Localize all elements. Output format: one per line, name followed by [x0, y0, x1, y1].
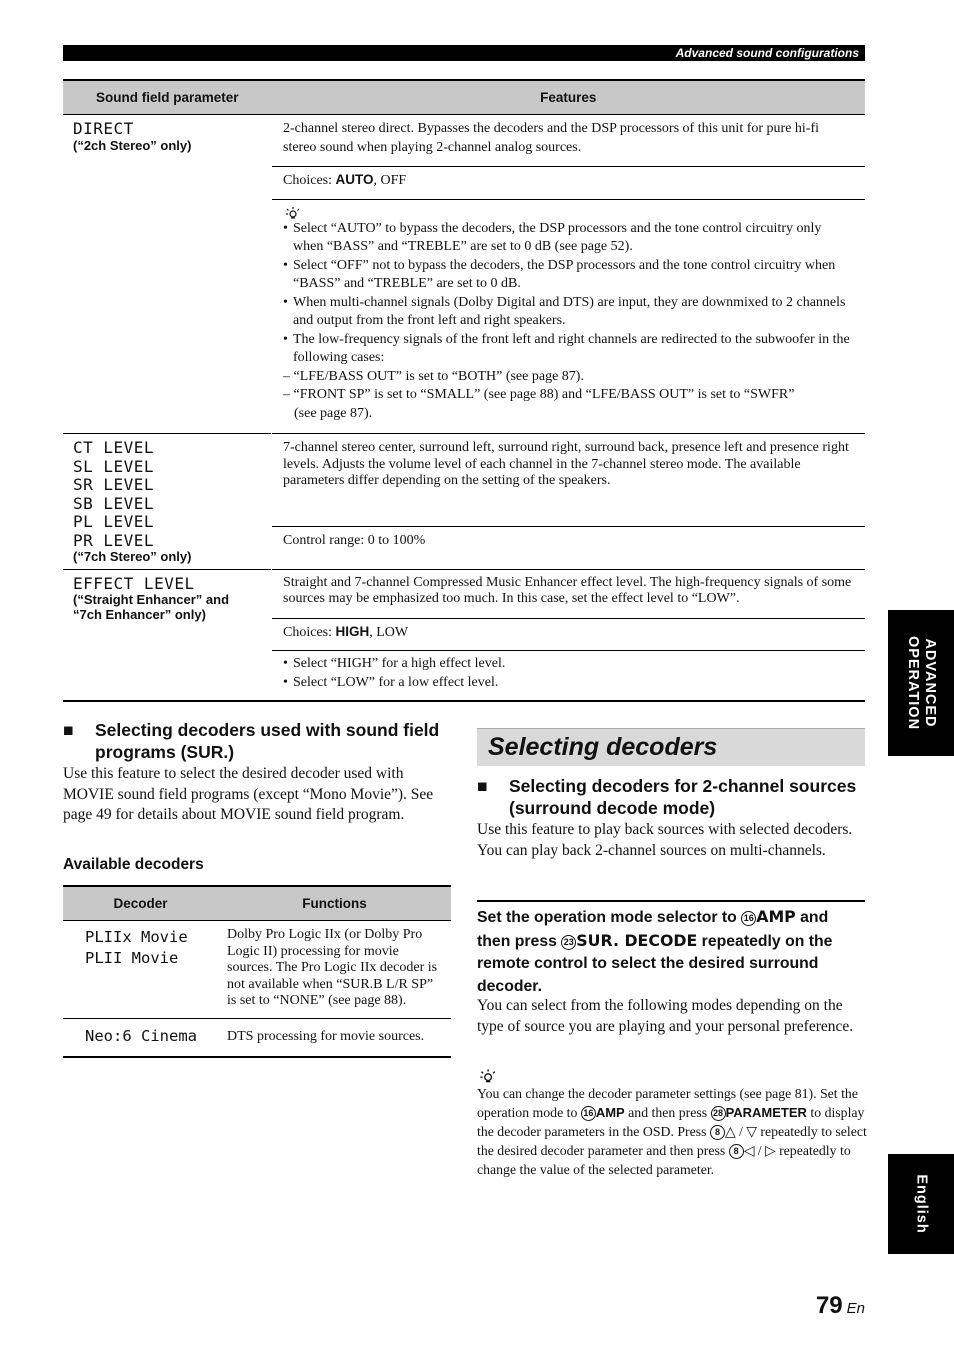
choice-default: HIGH	[335, 623, 370, 639]
decoder-names	[63, 921, 218, 1019]
decoder-table	[63, 885, 451, 1058]
decoder-name: PLIIx Movie	[85, 928, 188, 946]
list-item: • Select “HIGH” for a high effect level.	[293, 655, 855, 674]
list-item: • Select “AUTO” to bypass the decoders, the DSP processors and the tone control circuitry only when “BASS” and “TREBLE” are set to 0 dB (see page 52).	[293, 220, 855, 257]
col-header-features: Features	[272, 80, 866, 115]
available-decoders-heading: Available decoders	[63, 856, 204, 873]
tip-icon	[283, 205, 855, 220]
callout-number-icon: 16	[741, 911, 756, 926]
col-header-decoder: Decoder	[63, 886, 218, 921]
heading-text: Selecting decoders used with sound field programs (SUR.)	[95, 720, 440, 762]
callout-number-icon: 16	[581, 1106, 596, 1121]
param-name: PL LEVEL	[73, 512, 155, 531]
tip-part: and then press	[624, 1105, 711, 1120]
section-heading-2ch	[477, 775, 865, 819]
list-item: (see page 87).	[294, 405, 373, 421]
tip-part: to display the decoder parameters in the OSD. Press	[477, 1105, 865, 1139]
param-note: (“Straight Enhancer” and	[73, 592, 230, 607]
feature-range: Control range: 0 to 100%	[272, 526, 866, 569]
callout-number-icon: 23	[561, 935, 576, 950]
list-item: • Select “OFF” not to bypass the decoders, the DSP processors and the tone control circuitry when “BASS” and “TREBLE” are set to 0 dB.	[293, 257, 855, 294]
callout-number-icon: 28	[711, 1106, 726, 1121]
param-note: “7ch Enhancer” only)	[73, 606, 206, 622]
param-note: (“7ch Stereo” only)	[73, 549, 192, 564]
instr-text: repeatedly on the remote control to select the desired surround decoder.	[477, 932, 833, 995]
side-tab-line: ADVANCED	[922, 638, 938, 728]
side-tab-label	[904, 636, 938, 730]
decoder-name: PLII Movie	[85, 949, 179, 967]
section-header-bar	[63, 45, 865, 61]
param-cell-levels	[63, 434, 272, 570]
callout-number-icon: 8	[729, 1144, 744, 1159]
tip-part: repeatedly to change the value of the selected parameter.	[477, 1143, 851, 1177]
feature-bullets	[272, 651, 866, 702]
feature-desc: 2-channel stereo direct. Bypasses the decoders and the DSP processors of this unit for pure hi-fi stereo sound when playing 2-channel analog sources.	[272, 115, 866, 167]
left-right-arrow-icon: ◁ / ▷	[743, 1143, 776, 1158]
square-bullet-icon: ■	[63, 720, 74, 740]
tip-icon	[477, 1067, 497, 1084]
param-name: EFFECT LEVEL	[73, 573, 195, 593]
sur-decode-key-label: SUR. DECODE	[576, 930, 698, 950]
choice-default: AUTO	[335, 172, 374, 187]
param-name: CT LEVEL	[73, 438, 155, 457]
param-cell-direct	[63, 115, 272, 434]
param-name: SR LEVEL	[73, 475, 155, 494]
heading-text: Selecting decoders for 2-channel sources (surround decode mode)	[509, 776, 857, 818]
up-down-arrow-icon: △ / ▽	[724, 1124, 757, 1139]
param-name: PR LEVEL	[73, 530, 155, 550]
amp-key-label: AMP	[595, 1105, 625, 1120]
decoder-name: Neo:6 Cinema	[85, 1026, 197, 1045]
mode-description: You can select from the following modes depending on the type of source you are playing and your personal preference.	[477, 997, 854, 1035]
table-row	[63, 1018, 451, 1057]
feature-desc: Straight and 7-channel Compressed Music Enhancer effect level. The high-frequency signals of some sources may be emphasized too much. In this case, set the effect level to “LOW”.	[272, 569, 866, 618]
feature-choices	[272, 167, 866, 200]
section-title: Advanced sound configurations	[675, 46, 859, 60]
side-tab-label: English	[913, 1174, 930, 1234]
decoder-function: DTS processing for movie sources.	[227, 1028, 425, 1044]
side-tab-advanced-operation	[888, 610, 954, 756]
choices-rest: , LOW	[369, 624, 409, 640]
callout-number-icon: 8	[710, 1125, 725, 1140]
tip-text	[477, 1084, 867, 1179]
tip-list	[283, 220, 855, 368]
list-item: – “FRONT SP” is set to “SMALL” (see page 88) and “LFE/BASS OUT” is set to “SWFR”	[283, 387, 795, 402]
choices-rest: , OFF	[373, 173, 407, 188]
decoder-function: Dolby Pro Logic IIx (or Dolby Pro Logic II) processing for movie sources. The Pro Logic IIx decoder is not available when “SUR.B L/R SP” is set to “NONE” (see page 88).	[218, 921, 451, 1019]
page-number-wrap	[816, 1292, 865, 1320]
side-tab-line: OPERATION	[905, 635, 921, 731]
instruction-step	[477, 906, 865, 998]
param-name: SL LEVEL	[73, 456, 155, 476]
col-header-functions: Functions	[218, 886, 451, 921]
tip-part: You can change the decoder parameter settings (see page 81). Set the operation mode to	[477, 1086, 858, 1120]
tip-part: repeatedly to select the desired decoder parameter and then press	[477, 1124, 867, 1158]
2ch-description: Use this feature to play back sources with selected decoders. You can play back 2-channel sources on multi-channels.	[477, 821, 853, 859]
table-row	[63, 115, 865, 167]
list-item: – “LFE/BASS OUT” is set to “BOTH” (see page 87).	[283, 368, 584, 384]
param-name: DIRECT	[73, 119, 134, 138]
sound-field-parameter-table	[63, 79, 865, 702]
page-number: 79	[815, 1292, 843, 1319]
amp-key-label: AMP	[756, 907, 796, 926]
instr-text: Set the operation mode selector to	[477, 909, 742, 926]
col-header-parameter: Sound field parameter	[63, 80, 272, 115]
param-cell-effect	[63, 569, 272, 701]
feature-choices	[272, 618, 866, 651]
effect-list	[283, 655, 855, 692]
param-note: (“2ch Stereo” only)	[73, 137, 192, 153]
list-item: • When multi-channel signals (Dolby Digital and DTS) are input, they are downmixed to 2 channels and output from the front left and right speakers.	[293, 294, 855, 331]
side-tab-english	[888, 1154, 954, 1254]
param-name: SB LEVEL	[73, 493, 155, 513]
list-item: • Select “LOW” for a low effect level.	[293, 674, 855, 693]
page-title: Selecting decoders	[488, 733, 718, 761]
decoder-names	[63, 1018, 218, 1057]
sur-description: Use this feature to select the desired decoder used with MOVIE sound field programs (except “Mono Movie”). See page 49 for details about MOVIE sound field program.	[63, 765, 434, 823]
section-heading-sur	[63, 719, 443, 763]
page-lang: En	[846, 1300, 865, 1317]
parameter-key-label: PARAMETER	[725, 1105, 807, 1120]
choices-label: Choices:	[283, 624, 336, 640]
choices-label: Choices:	[283, 173, 336, 188]
feature-desc: 7-channel stereo center, surround left, surround right, surround back, presence left and presence right levels. Adjusts the volume level of each channel in the 7-channel stereo mode. The available parameters differ depending on the setting of the speakers.	[272, 434, 866, 527]
page-title-box	[477, 728, 865, 766]
square-bullet-icon: ■	[477, 776, 488, 796]
feature-tips	[272, 199, 866, 434]
instruction-divider	[477, 900, 865, 902]
list-item: • The low-frequency signals of the front left and right channels are redirected to the subwoofer in the following cases:	[293, 331, 855, 368]
instr-text: and then press	[477, 909, 829, 950]
table-row	[63, 921, 451, 1019]
